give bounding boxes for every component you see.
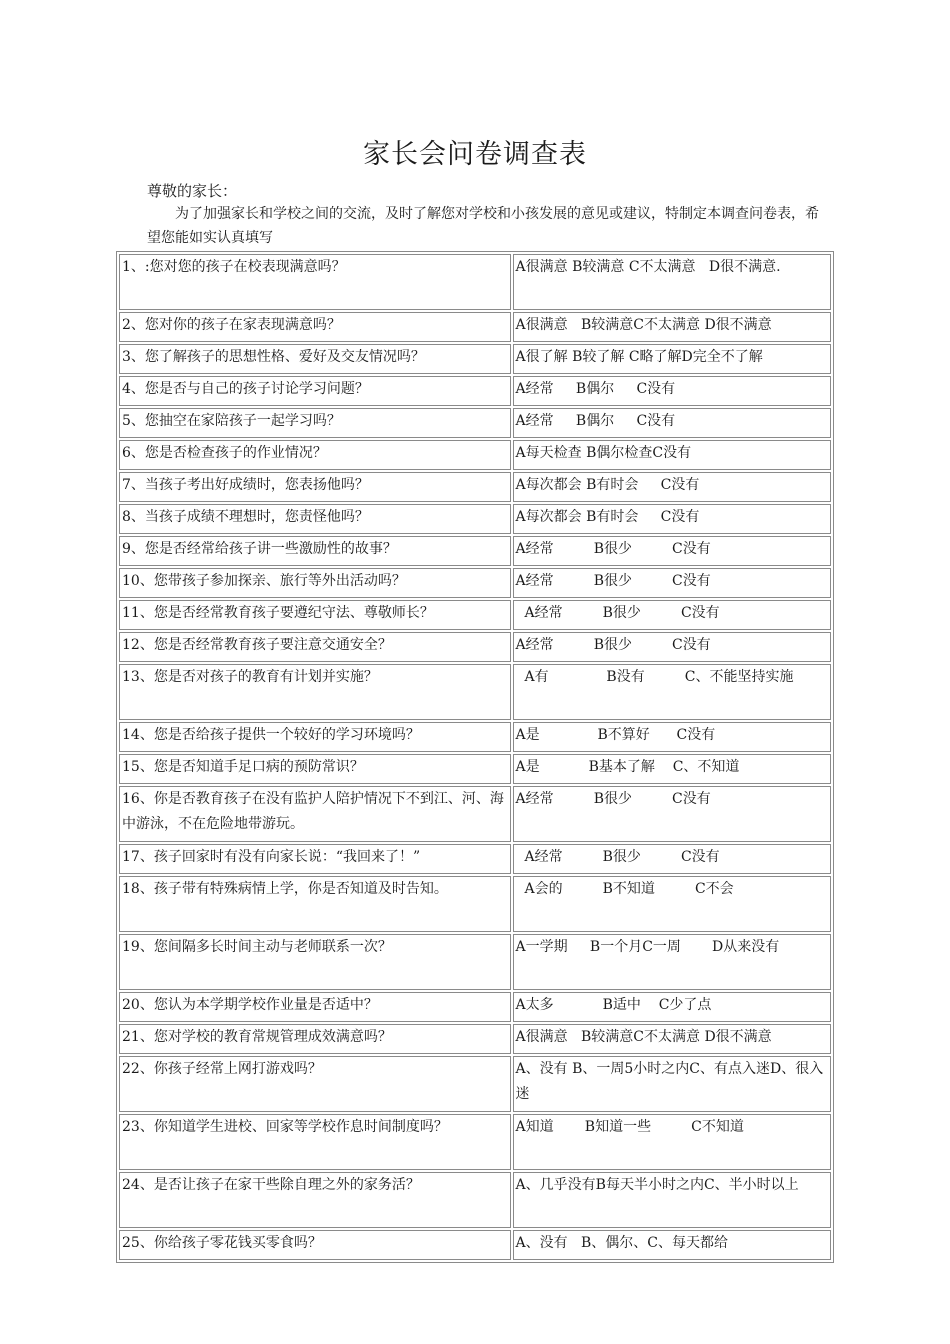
answer-options-cell: A经常 B很少 C没有 <box>513 568 831 598</box>
question-cell: 8、当孩子成绩不理想时，您责怪他吗？ <box>119 504 511 534</box>
answer-options-cell: A很了解 B较了解 C略了解D完全不了解 <box>513 344 831 374</box>
question-cell: 22、你孩子经常上网打游戏吗？ <box>119 1056 511 1112</box>
answer-options-cell: A经常 B很少 C没有 <box>513 632 831 662</box>
answer-options-cell: A每天检查 B偶尔检查C没有 <box>513 440 831 470</box>
table-row <box>119 408 831 438</box>
question-cell: 9、您是否经常给孩子讲一些激励性的故事？ <box>119 536 511 566</box>
answer-options-cell: A经常 B很少 C没有 <box>513 844 831 874</box>
question-cell: 1、:您对您的孩子在校表现满意吗？ <box>119 254 511 310</box>
question-cell: 12、您是否经常教育孩子要注意交通安全？ <box>119 632 511 662</box>
table-row <box>119 1056 831 1112</box>
table-row <box>119 722 831 752</box>
table-row <box>119 1114 831 1170</box>
answer-options-cell: A经常 B很少 C没有 <box>513 600 831 630</box>
question-cell: 13、您是否对孩子的教育有计划并实施？ <box>119 664 511 720</box>
answer-options-cell: A每次都会 B有时会 C没有 <box>513 504 831 534</box>
answer-options-cell: A有 B没有 C、不能坚持实施 <box>513 664 831 720</box>
answer-options-cell: A是 B不算好 C没有 <box>513 722 831 752</box>
question-cell: 6、您是否检查孩子的作业情况？ <box>119 440 511 470</box>
table-row <box>119 934 831 990</box>
table-row <box>119 344 831 374</box>
table-row <box>119 536 831 566</box>
answer-options-cell: A一学期 B一个月C一周 D从来没有 <box>513 934 831 990</box>
question-cell: 3、您了解孩子的思想性格、爱好及交友情况吗？ <box>119 344 511 374</box>
question-cell: 11、您是否经常教育孩子要遵纪守法、尊敬师长？ <box>119 600 511 630</box>
table-row <box>119 568 831 598</box>
question-cell: 10、您带孩子参加探亲、旅行等外出活动吗？ <box>119 568 511 598</box>
answer-options-cell: A经常 B很少 C没有 <box>513 786 831 842</box>
survey-table <box>116 251 834 1263</box>
question-cell: 5、您抽空在家陪孩子一起学习吗？ <box>119 408 511 438</box>
question-cell: 2、您对你的孩子在家表现满意吗？ <box>119 312 511 342</box>
answer-options-cell: A经常 B很少 C没有 <box>513 536 831 566</box>
table-row <box>119 1230 831 1260</box>
question-cell: 16、你是否教育孩子在没有监护人陪护情况下不到江、河、海中游泳，不在危险地带游玩。 <box>119 786 511 842</box>
question-cell: 15、您是否知道手足口病的预防常识？ <box>119 754 511 784</box>
table-row <box>119 632 831 662</box>
intro-paragraph: 为了加强家长和学校之间的交流，及时了解您对学校和小孩发展的意见或建议，特制定本调查问卷表，希望您能如实认真填写 <box>147 206 819 246</box>
answer-options-cell: A很满意 B较满意C不太满意 D很不满意 <box>513 312 831 342</box>
answer-options-cell: A、没有 B、一周5小时之内C、有点入迷D、很入迷 <box>513 1056 831 1112</box>
table-row <box>119 786 831 842</box>
table-row <box>119 254 831 310</box>
answer-options-cell: A太多 B适中 C少了点 <box>513 992 831 1022</box>
answer-options-cell: A知道 B知道一些 C不知道 <box>513 1114 831 1170</box>
question-cell: 20、您认为本学期学校作业量是否适中？ <box>119 992 511 1022</box>
greeting: 尊敬的家长： <box>147 182 238 200</box>
question-cell: 23、你知道学生进校、回家等学校作息时间制度吗？ <box>119 1114 511 1170</box>
table-row <box>119 376 831 406</box>
answer-options-cell: A经常 B偶尔 C没有 <box>513 408 831 438</box>
table-row <box>119 1024 831 1054</box>
table-row <box>119 754 831 784</box>
table-row <box>119 504 831 534</box>
answer-options-cell: A很满意 B较满意C不太满意 D很不满意 <box>513 1024 831 1054</box>
table-row <box>119 664 831 720</box>
table-row <box>119 472 831 502</box>
table-row <box>119 876 831 932</box>
question-cell: 24、是否让孩子在家干些除自理之外的家务活？ <box>119 1172 511 1228</box>
answer-options-cell: A是 B基本了解 C、不知道 <box>513 754 831 784</box>
answer-options-cell: A、几乎没有B每天半小时之内C、半小时以上 <box>513 1172 831 1228</box>
question-cell: 17、孩子回家时有没有向家长说：“我回来了！” <box>119 844 511 874</box>
answer-options-cell: A很满意 B较满意 C不太满意 D很不满意. <box>513 254 831 310</box>
document-title: 家长会问卷调查表 <box>363 139 587 170</box>
question-cell: 21、您对学校的教育常规管理成效满意吗？ <box>119 1024 511 1054</box>
table-row <box>119 600 831 630</box>
answer-options-cell: A、没有 B、偶尔、C、每天都给 <box>513 1230 831 1260</box>
table-row <box>119 844 831 874</box>
table-row <box>119 312 831 342</box>
question-cell: 25、你给孩子零花钱买零食吗？ <box>119 1230 511 1260</box>
question-cell: 19、您间隔多长时间主动与老师联系一次？ <box>119 934 511 990</box>
question-cell: 7、当孩子考出好成绩时，您表扬他吗？ <box>119 472 511 502</box>
table-row <box>119 992 831 1022</box>
table-row <box>119 1172 831 1228</box>
question-cell: 18、孩子带有特殊病情上学，你是否知道及时告知。 <box>119 876 511 932</box>
answer-options-cell: A经常 B偶尔 C没有 <box>513 376 831 406</box>
question-cell: 4、您是否与自己的孩子讨论学习问题？ <box>119 376 511 406</box>
question-cell: 14、您是否给孩子提供一个较好的学习环境吗？ <box>119 722 511 752</box>
answer-options-cell: A每次都会 B有时会 C没有 <box>513 472 831 502</box>
answer-options-cell: A会的 B不知道 C不会 <box>513 876 831 932</box>
table-row <box>119 440 831 470</box>
